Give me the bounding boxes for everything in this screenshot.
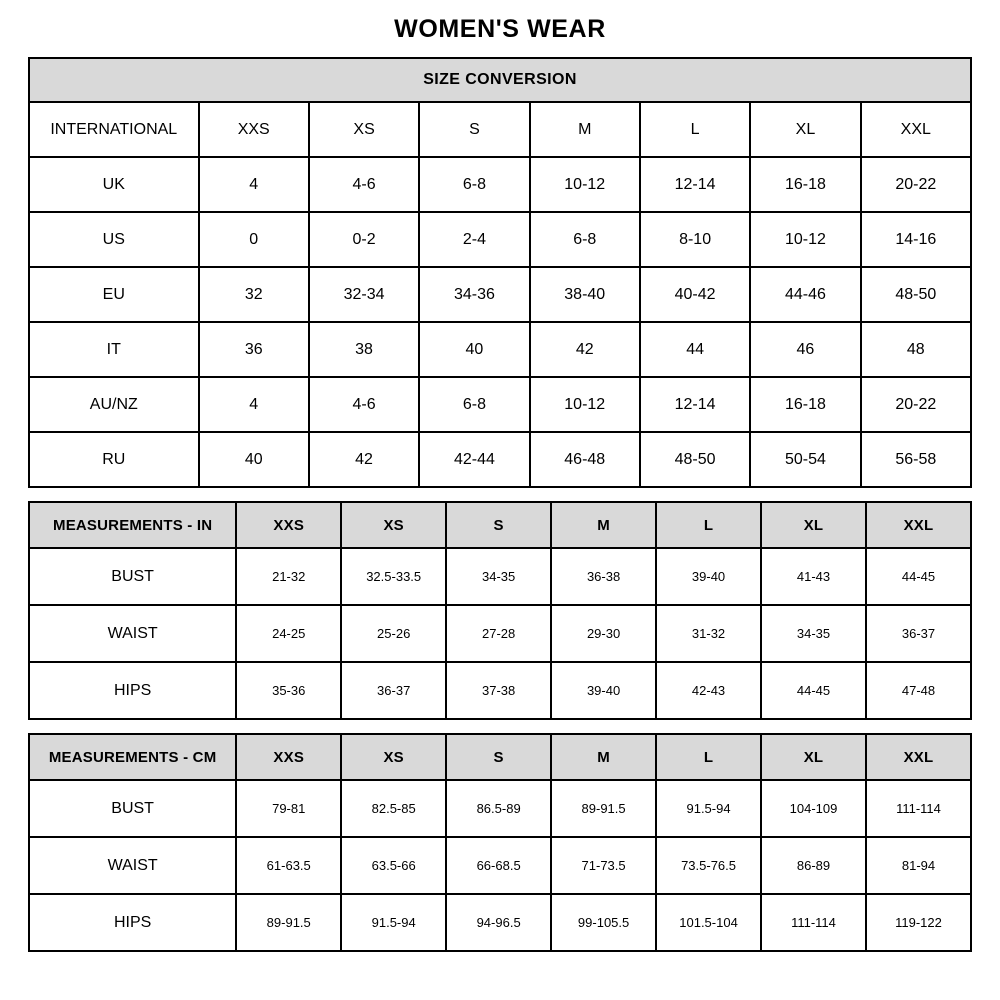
cell-value: 2-4 bbox=[419, 212, 529, 267]
cell-value: 73.5-76.5 bbox=[656, 837, 761, 894]
cell-value: 6-8 bbox=[419, 377, 529, 432]
cell-value: 0 bbox=[199, 212, 309, 267]
cell-value: 10-12 bbox=[530, 377, 640, 432]
page-title: WOMEN'S WEAR bbox=[394, 15, 606, 43]
row-label: EU bbox=[29, 267, 199, 322]
cell-value: 34-36 bbox=[419, 267, 529, 322]
cell-value: 50-54 bbox=[750, 432, 860, 487]
table-row bbox=[29, 894, 971, 951]
cell-value: 16-18 bbox=[750, 377, 860, 432]
measurements-in-table bbox=[28, 501, 972, 720]
cell-value: 111-114 bbox=[866, 780, 971, 837]
size-column-header: XS bbox=[341, 502, 446, 548]
cell-value: 42-43 bbox=[656, 662, 761, 719]
cell-value: 42 bbox=[309, 432, 419, 487]
cell-value: 111-114 bbox=[761, 894, 866, 951]
size-conversion-header: SIZE CONVERSION bbox=[29, 58, 971, 102]
cell-value: 48 bbox=[861, 322, 971, 377]
cell-value: 44 bbox=[640, 322, 750, 377]
size-conversion-body bbox=[29, 102, 971, 487]
measurements-in-body bbox=[29, 548, 971, 719]
cell-value: 38 bbox=[309, 322, 419, 377]
table-row bbox=[29, 102, 971, 157]
cell-value: 16-18 bbox=[750, 157, 860, 212]
cell-value: 20-22 bbox=[861, 157, 971, 212]
cell-value: XXL bbox=[861, 102, 971, 157]
cell-value: 14-16 bbox=[861, 212, 971, 267]
cell-value: 34-35 bbox=[761, 605, 866, 662]
cell-value: 35-36 bbox=[236, 662, 341, 719]
cell-value: 34-35 bbox=[446, 548, 551, 605]
cell-value: 47-48 bbox=[866, 662, 971, 719]
cell-value: L bbox=[640, 102, 750, 157]
cell-value: 20-22 bbox=[861, 377, 971, 432]
cell-value: 40-42 bbox=[640, 267, 750, 322]
cell-value: 86.5-89 bbox=[446, 780, 551, 837]
cell-value: 21-32 bbox=[236, 548, 341, 605]
cell-value: 4 bbox=[199, 377, 309, 432]
cell-value: 32 bbox=[199, 267, 309, 322]
table-row bbox=[29, 605, 971, 662]
size-column-header: XS bbox=[341, 734, 446, 780]
size-column-header: L bbox=[656, 502, 761, 548]
cell-value: S bbox=[419, 102, 529, 157]
row-label: RU bbox=[29, 432, 199, 487]
cell-value: 104-109 bbox=[761, 780, 866, 837]
cell-value: 12-14 bbox=[640, 157, 750, 212]
cell-value: 10-12 bbox=[530, 157, 640, 212]
row-label: UK bbox=[29, 157, 199, 212]
row-label: HIPS bbox=[29, 662, 236, 719]
measurements-cm-body bbox=[29, 780, 971, 951]
cell-value: 44-45 bbox=[761, 662, 866, 719]
row-label: WAIST bbox=[29, 837, 236, 894]
cell-value: 36 bbox=[199, 322, 309, 377]
cell-value: 39-40 bbox=[656, 548, 761, 605]
cell-value: 91.5-94 bbox=[656, 780, 761, 837]
size-column-header: XXL bbox=[866, 734, 971, 780]
cell-value: 31-32 bbox=[656, 605, 761, 662]
cell-value: 86-89 bbox=[761, 837, 866, 894]
cell-value: 46-48 bbox=[530, 432, 640, 487]
cell-value: 119-122 bbox=[866, 894, 971, 951]
cell-value: M bbox=[530, 102, 640, 157]
measurements-cm-header-title: MEASUREMENTS - CM bbox=[29, 734, 236, 780]
cell-value: 99-105.5 bbox=[551, 894, 656, 951]
cell-value: 66-68.5 bbox=[446, 837, 551, 894]
row-label: BUST bbox=[29, 548, 236, 605]
row-label: AU/NZ bbox=[29, 377, 199, 432]
cell-value: 38-40 bbox=[530, 267, 640, 322]
cell-value: 40 bbox=[419, 322, 529, 377]
cell-value: 12-14 bbox=[640, 377, 750, 432]
cell-value: 63.5-66 bbox=[341, 837, 446, 894]
size-column-header: S bbox=[446, 734, 551, 780]
cell-value: 27-28 bbox=[446, 605, 551, 662]
cell-value: 42 bbox=[530, 322, 640, 377]
cell-value: 32-34 bbox=[309, 267, 419, 322]
table-row bbox=[29, 837, 971, 894]
cell-value: 10-12 bbox=[750, 212, 860, 267]
row-label: INTERNATIONAL bbox=[29, 102, 199, 157]
size-conversion-table bbox=[28, 57, 972, 488]
cell-value: 42-44 bbox=[419, 432, 529, 487]
cell-value: 44-45 bbox=[866, 548, 971, 605]
cell-value: 44-46 bbox=[750, 267, 860, 322]
size-column-header: XXL bbox=[866, 502, 971, 548]
cell-value: 32.5-33.5 bbox=[341, 548, 446, 605]
cell-value: 48-50 bbox=[861, 267, 971, 322]
table-row bbox=[29, 780, 971, 837]
measurements-cm-table bbox=[28, 733, 972, 952]
row-label: US bbox=[29, 212, 199, 267]
size-column-header: XL bbox=[761, 734, 866, 780]
table-row bbox=[29, 157, 971, 212]
cell-value: 6-8 bbox=[530, 212, 640, 267]
measurements-in-header-title: MEASUREMENTS - IN bbox=[29, 502, 236, 548]
table-row bbox=[29, 548, 971, 605]
cell-value: 39-40 bbox=[551, 662, 656, 719]
size-column-header: L bbox=[656, 734, 761, 780]
size-column-header: M bbox=[551, 502, 656, 548]
measurements-in-header-row bbox=[29, 502, 971, 548]
size-conversion-banner-row bbox=[29, 58, 971, 102]
cell-value: 82.5-85 bbox=[341, 780, 446, 837]
cell-value: 36-37 bbox=[866, 605, 971, 662]
cell-value: 25-26 bbox=[341, 605, 446, 662]
cell-value: 24-25 bbox=[236, 605, 341, 662]
row-label: HIPS bbox=[29, 894, 236, 951]
cell-value: 37-38 bbox=[446, 662, 551, 719]
table-row bbox=[29, 432, 971, 487]
row-label: WAIST bbox=[29, 605, 236, 662]
cell-value: 91.5-94 bbox=[341, 894, 446, 951]
cell-value: 81-94 bbox=[866, 837, 971, 894]
cell-value: 89-91.5 bbox=[236, 894, 341, 951]
row-label: BUST bbox=[29, 780, 236, 837]
cell-value: 36-37 bbox=[341, 662, 446, 719]
cell-value: 41-43 bbox=[761, 548, 866, 605]
cell-value: XXS bbox=[199, 102, 309, 157]
cell-value: 4 bbox=[199, 157, 309, 212]
size-column-header: XXS bbox=[236, 734, 341, 780]
cell-value: 40 bbox=[199, 432, 309, 487]
table-row bbox=[29, 212, 971, 267]
cell-value: 6-8 bbox=[419, 157, 529, 212]
cell-value: 56-58 bbox=[861, 432, 971, 487]
table-row bbox=[29, 662, 971, 719]
size-column-header: S bbox=[446, 502, 551, 548]
size-column-header: XL bbox=[761, 502, 866, 548]
cell-value: 71-73.5 bbox=[551, 837, 656, 894]
cell-value: 8-10 bbox=[640, 212, 750, 267]
cell-value: 36-38 bbox=[551, 548, 656, 605]
cell-value: 46 bbox=[750, 322, 860, 377]
size-column-header: M bbox=[551, 734, 656, 780]
cell-value: 94-96.5 bbox=[446, 894, 551, 951]
cell-value: 4-6 bbox=[309, 157, 419, 212]
cell-value: 61-63.5 bbox=[236, 837, 341, 894]
table-row bbox=[29, 322, 971, 377]
cell-value: XS bbox=[309, 102, 419, 157]
cell-value: 101.5-104 bbox=[656, 894, 761, 951]
table-row bbox=[29, 267, 971, 322]
cell-value: 48-50 bbox=[640, 432, 750, 487]
cell-value: XL bbox=[750, 102, 860, 157]
cell-value: 89-91.5 bbox=[551, 780, 656, 837]
row-label: IT bbox=[29, 322, 199, 377]
table-row bbox=[29, 377, 971, 432]
cell-value: 0-2 bbox=[309, 212, 419, 267]
cell-value: 4-6 bbox=[309, 377, 419, 432]
cell-value: 29-30 bbox=[551, 605, 656, 662]
cell-value: 79-81 bbox=[236, 780, 341, 837]
size-column-header: XXS bbox=[236, 502, 341, 548]
measurements-cm-header-row bbox=[29, 734, 971, 780]
